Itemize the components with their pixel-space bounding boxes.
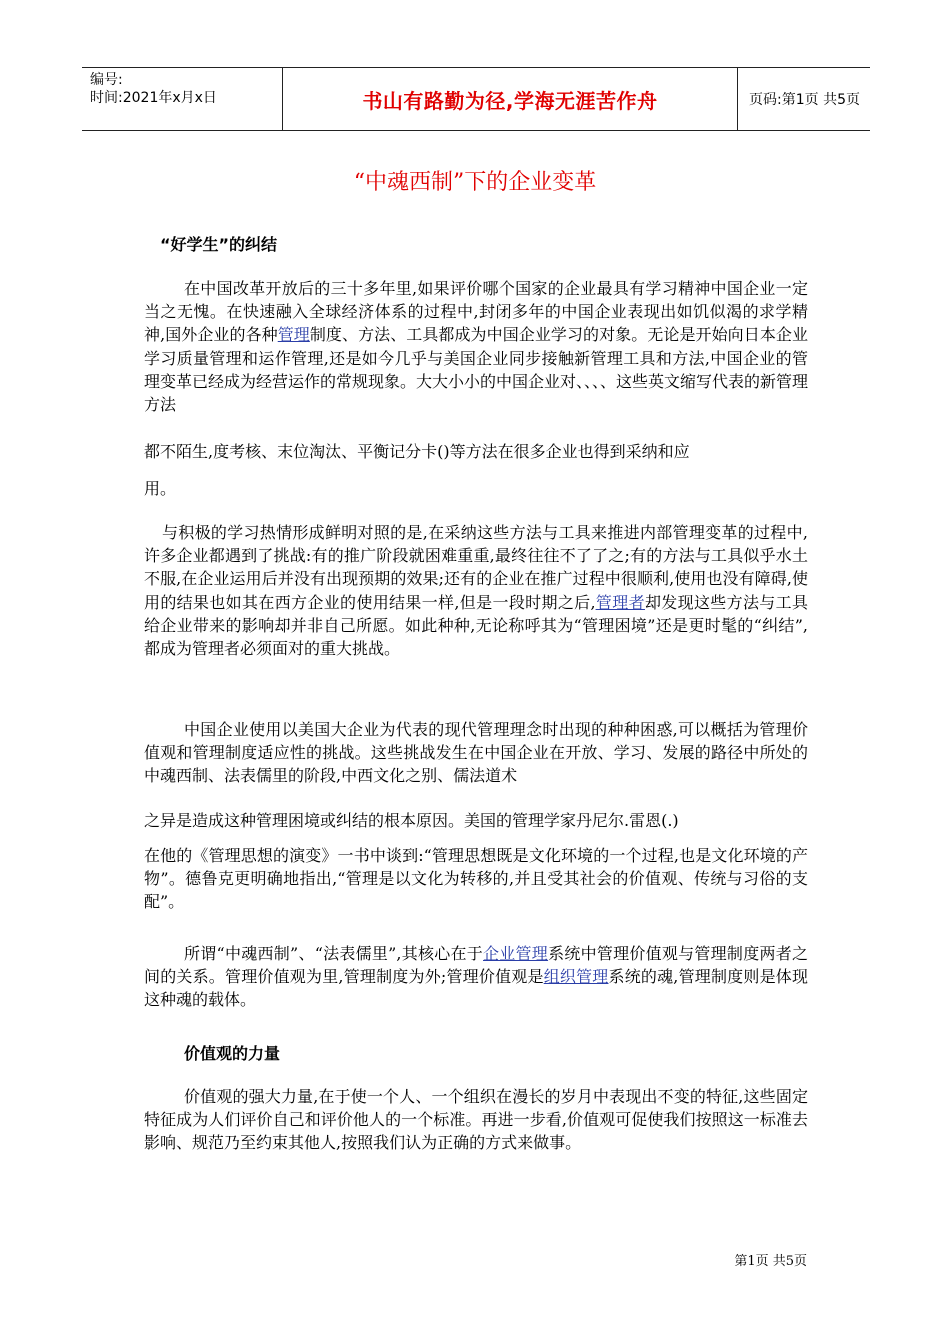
header-meta-cell [82, 68, 282, 130]
paragraph-1-text-cont: 制度、方法、工具都成为中国企业学习的对象。无论是开始向日本企业学习质量管理和运作管理,还是如今几乎与美国企业同步接触新管理工具和方法,中国企业的管理变革已经成为经营运作的常规现象。大大小小的中国企业对、、、、这些英文缩写代表的新管理方法 [144, 325, 809, 415]
section-heading-2: 价值观的力量 [184, 1044, 281, 1063]
paragraph-3: 中国企业使用以美国大企业为代表的现代管理理念时出现的种种困惑,可以概括为管理价值观和管理制度适应性的挑战。这些挑战发生在中国企业在开放、学习、发展的路径中所处的中魂西制、法表儒里的阶段,中西文化之别、儒法道术 [144, 720, 808, 786]
paragraph-1-end: 用。 [144, 479, 177, 498]
section-heading-1: “好学生”的纠结 [160, 235, 278, 254]
paragraph-1-line: 都不陌生,度考核、末位淘汰、平衡记分卡()等方法在很多企业也得到采纳和应 [144, 442, 690, 461]
paragraph-4-text: 所谓“中魂西制”、“法表儒里”,其核心在于 [184, 944, 484, 963]
link-enterprise-management[interactable]: 企业管理 [483, 944, 549, 963]
paragraph-4-text-end: 系统的魂,管理制度则是体现这种魂的载体。 [144, 967, 808, 1010]
paragraph-4-text-cont: 系统中管理价值观与管理制度两者之间的关系。管理价值观为里,管理制度为外;管理价值观是 [144, 944, 808, 987]
paragraph-2-text-cont: 却发现这些方法与工具给企业带来的影响却并非自己所愿。如此种种,无论称呼其为“管理困境”还是更时髦的“纠结”,都成为管理者必须面对的重大挑战。 [144, 592, 808, 659]
paragraph-2-text: 与积极的学习热情形成鲜明对照的是,在采纳这些方法与工具来推进内部管理变革的过程中,许多企业都遇到了挑战:有的推广阶段就困难重重,最终往往不了了之;有的方法与工具似乎水土不服,在企业运用后并没有出现预期的效果;还有的企业在推广过程中很顺利,使用也没有障碍,使用的结果也如其在西方企业的使用结果一样,但是一段时期之后, [144, 523, 808, 612]
doc-number-label: 编号: [90, 72, 123, 88]
link-management[interactable]: 管理 [277, 325, 310, 345]
paragraph-3-line: 之异是造成这种管理困境或纠结的根本原因。美国的管理学家丹尼尔.雷恩(.) [144, 811, 679, 830]
doc-date-label: 时间:2021年x月x日 [90, 90, 217, 106]
header-page-info: 页码:第1页 共5页 [749, 92, 860, 108]
paragraph-5: 价值观的强大力量,在于使一个人、一个组织在漫长的岁月中表现出不变的特征,这些固定特征成为人们评价自己和评价他人的一个标准。再进一步看,价值观可促使我们按照这一标准去影响、规范乃至约束其他人,按照我们认为正确的方式来做事。 [144, 1087, 808, 1153]
paragraph-1-text: 在中国改革开放后的三十多年里,如果评价哪个国家的企业最具有学习精神中国企业一定当之无愧。在快速融入全球经济体系的过程中,封闭多年的中国企业表现出如饥似渴的求学精神,国外企业的各种 [144, 279, 808, 345]
page-footer: 第1页 共5页 [734, 1254, 807, 1269]
header-page-cell [737, 68, 870, 130]
paragraph-3-cont: 在他的《管理思想的演变》一书中谈到:“管理思想既是文化环境的一个过程,也是文化环境的产物”。德鲁克更明确地指出,“管理是以文化为转移的,并且受其社会的价值观、传统与习俗的支配”。 [144, 846, 808, 912]
link-manager[interactable]: 管理者 [595, 592, 645, 612]
paragraph-1 [144, 277, 808, 416]
header-motto-cell [282, 68, 738, 130]
paragraph-4 [144, 942, 808, 1012]
link-organization-management[interactable]: 组织管理 [543, 967, 609, 987]
header-motto: 书山有路勤为径,学海无涯苦作舟 [362, 88, 658, 113]
paragraph-2 [144, 521, 808, 660]
document-title: “中魂西制”下的企业变革 [353, 170, 597, 195]
document-header [82, 67, 870, 131]
